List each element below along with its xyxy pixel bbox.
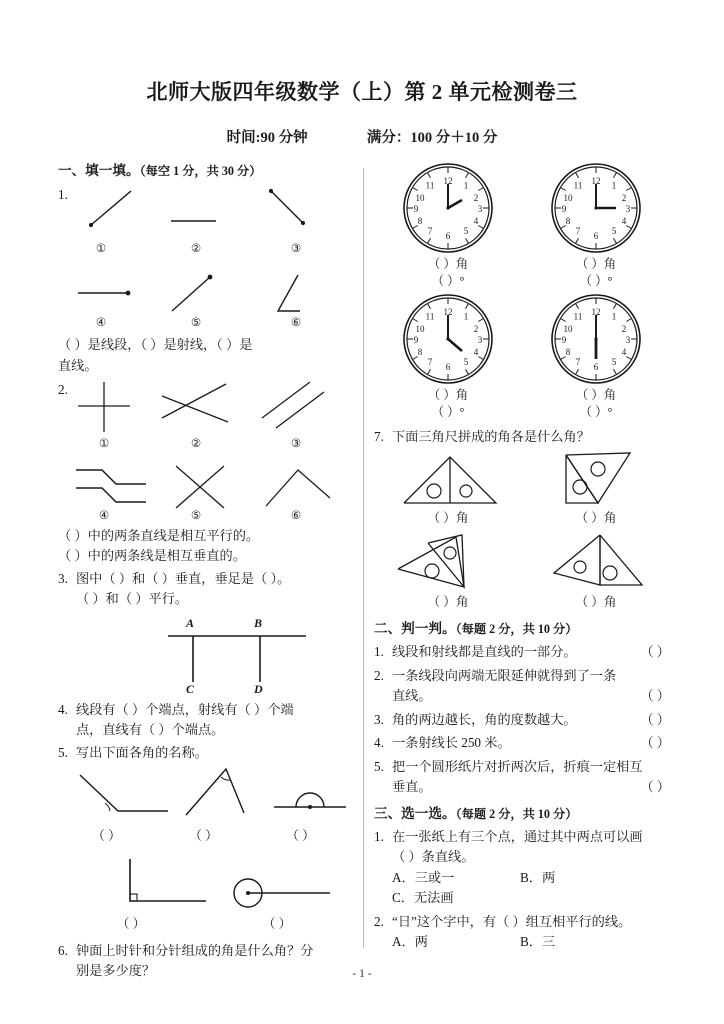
svg-text:9: 9 <box>561 335 567 346</box>
svg-text:6: 6 <box>593 362 599 373</box>
svg-text:1: 1 <box>611 180 617 191</box>
svg-text:2: 2 <box>473 193 479 203</box>
q5-answer-5[interactable]: （ ） <box>262 916 292 931</box>
clock-face-1 <box>400 160 496 256</box>
q5-figures-row-1 <box>58 767 350 827</box>
section-1-heading <box>58 160 350 181</box>
svg-text:4: 4 <box>473 216 479 226</box>
tf-2-text-2: 直线。 <box>392 688 432 704</box>
section-1-note: （每空 1 分，共 30 分） <box>139 164 262 178</box>
clock-face-3 <box>400 291 496 387</box>
right-column <box>374 160 670 952</box>
svg-text:6: 6 <box>593 231 599 241</box>
tf-item-2 <box>374 666 670 686</box>
tf-5-text-2: 垂直。 <box>392 779 432 795</box>
q6-line-2: 别是多少度？ <box>76 963 156 979</box>
tf-5-text: 把一个圆形纸片对折两次后，折痕一定相互 <box>392 758 643 774</box>
question-6 <box>58 941 350 961</box>
tf-2-answer[interactable]: （ ） <box>640 688 670 704</box>
svg-text:8: 8 <box>417 216 423 226</box>
svg-text:5: 5 <box>463 357 469 368</box>
q2-label-3: ③ <box>290 437 302 450</box>
svg-text:9: 9 <box>561 204 567 214</box>
section-3-note: （每题 2 分，共 10 分） <box>455 806 578 821</box>
clock-item-1 <box>374 160 522 289</box>
svg-text:5: 5 <box>611 357 617 368</box>
q3-point-c: C <box>186 681 195 696</box>
q1-blank-line-1[interactable]: （ ）是线段，（ ）是射线，（ ）是 <box>58 337 253 353</box>
section-1-title: 一、填一填。 <box>58 163 140 178</box>
question-5 <box>58 743 350 763</box>
hour-hand <box>448 339 462 351</box>
exam-meta <box>0 126 724 147</box>
clock-4-angle-answer[interactable]: （ ）角 <box>575 388 617 403</box>
q6-line-1: 钟面上时针和分针组成的角是什么角？分 <box>76 942 314 958</box>
tf-4-answer[interactable]: （ ） <box>640 735 670 751</box>
clock-face-4 <box>548 291 644 387</box>
exam-score: 满分：100 分＋10 分 <box>366 130 498 146</box>
svg-text:11: 11 <box>573 180 583 191</box>
left-column <box>58 160 350 982</box>
clock-1-angle-answer[interactable]: （ ）角 <box>427 257 469 271</box>
svg-text:5: 5 <box>611 226 617 236</box>
q5-prompt: 写出下面各角的名称。 <box>76 744 208 760</box>
q3-line-1[interactable]: 图中（ ）和（ ）垂直，垂足是（ ）。 <box>76 570 291 586</box>
svg-text:1: 1 <box>463 180 469 191</box>
clock-4-degree-answer[interactable]: （ ）° <box>579 405 613 420</box>
svg-text:10: 10 <box>415 324 425 335</box>
q1-label-4: ④ <box>95 317 107 330</box>
svg-text:12: 12 <box>591 176 601 186</box>
q2-label-1: ① <box>98 437 110 450</box>
mc-1-option-c[interactable]: C．无法画 <box>392 890 454 906</box>
exam-time: 时间:90 分钟 <box>226 130 308 146</box>
q3-diagram <box>58 610 350 698</box>
svg-text:12: 12 <box>443 307 453 318</box>
svg-text:10: 10 <box>563 193 573 203</box>
mc-2-option-b[interactable]: B．三 <box>520 933 556 949</box>
q7-answer-2[interactable]: （ ）角 <box>575 511 617 526</box>
mc-1-number: 1. <box>374 828 384 844</box>
svg-text:2: 2 <box>621 324 627 335</box>
svg-text:12: 12 <box>591 307 601 318</box>
tf-item-1 <box>374 642 670 662</box>
svg-text:1: 1 <box>611 311 617 322</box>
svg-text:3: 3 <box>477 335 483 346</box>
question-2 <box>58 378 350 567</box>
triangle-pair-2 <box>522 447 670 529</box>
q1-label-1: ① <box>95 243 107 256</box>
svg-text:7: 7 <box>575 357 581 368</box>
q1-label-2: ② <box>190 243 202 256</box>
question-1 <box>58 183 350 376</box>
triangle-pair-4 <box>522 529 670 613</box>
svg-text:1: 1 <box>463 311 469 322</box>
q3-point-a: A <box>186 615 195 630</box>
q5-answer-2[interactable]: （ ） <box>189 829 218 844</box>
q5-answers-row-2 <box>58 915 350 935</box>
svg-text:6: 6 <box>445 231 451 241</box>
q5-number: 5. <box>58 744 68 760</box>
section-2-note: （每题 2 分，共 10 分） <box>455 622 578 637</box>
svg-text:4: 4 <box>621 216 627 226</box>
q2-number: 2. <box>58 381 68 397</box>
q2-label-5: ⑤ <box>190 509 202 522</box>
mc-1-option-b[interactable]: B．两 <box>520 869 556 885</box>
tf-1-answer[interactable]: （ ） <box>640 644 670 660</box>
q7-number: 7. <box>374 428 384 444</box>
tf-5-answer[interactable]: （ ） <box>640 779 670 795</box>
svg-text:2: 2 <box>473 324 479 335</box>
mc-1-options-row-1 <box>374 868 670 888</box>
q2-blank-line-2[interactable]: （ ）中的两条线是相互垂直的。 <box>58 548 246 564</box>
tf-3-text: 角的两边越长，角的度数越大。 <box>392 711 577 727</box>
tf-1-text: 线段和射线都是直线的一部分。 <box>392 644 577 660</box>
svg-text:2: 2 <box>621 193 627 203</box>
q5-figures-row-2 <box>58 853 350 915</box>
q7-answer-1[interactable]: （ ）角 <box>427 511 469 526</box>
q4-line-1[interactable]: 线段有（ ）个端点，射线有（ ）个端 <box>76 701 294 717</box>
mc-2-option-a[interactable]: A．两 <box>392 933 428 949</box>
triangle-pair-3 <box>374 529 522 613</box>
tf-item-4 <box>374 733 670 753</box>
q4-line-2[interactable]: 点，直线有（ ）个端点。 <box>76 722 225 738</box>
clock-2-angle-answer[interactable]: （ ）角 <box>575 257 617 271</box>
svg-text:3: 3 <box>625 335 631 346</box>
clock-item-2 <box>522 160 670 289</box>
mc-2-options-row-1 <box>374 932 670 952</box>
mc-1-options-row-2 <box>374 888 670 908</box>
svg-text:3: 3 <box>625 204 631 214</box>
tf-item-5 <box>374 757 670 777</box>
clock-3-degree-answer[interactable]: （ ）° <box>431 405 465 420</box>
q3-point-b: B <box>254 615 263 630</box>
q1-blank-line-2[interactable]: 直线。 <box>58 357 98 373</box>
svg-text:11: 11 <box>425 311 435 322</box>
q5-answers-row-1 <box>58 827 350 847</box>
clock-face-2 <box>548 160 644 256</box>
question-3 <box>58 569 350 589</box>
q5-answer-1[interactable]: （ ） <box>92 829 121 844</box>
q1-label-3: ③ <box>290 243 302 256</box>
q3-number: 3. <box>58 570 68 586</box>
tf-5-number: 5. <box>374 758 384 774</box>
q2-blank-line-1[interactable]: （ ）中的两条直线是相互平行的。 <box>58 527 260 543</box>
mc-2-number: 2. <box>374 913 384 929</box>
svg-text:7: 7 <box>427 357 433 368</box>
q1-figures <box>58 183 350 335</box>
mc-item-1 <box>374 827 670 847</box>
svg-text:3: 3 <box>477 204 483 214</box>
clock-2-degree-answer[interactable]: （ ）° <box>579 273 613 288</box>
mc-1-text: 在一张纸上有三个点，通过其中两点可以画 <box>392 828 643 844</box>
section-3-title: 三、选一选。 <box>374 805 456 821</box>
question-4 <box>58 700 350 720</box>
section-3-heading <box>374 803 670 824</box>
q1-label-5: ⑤ <box>190 317 202 330</box>
q2-label-2: ② <box>190 437 202 450</box>
tf-4-text: 一条射线长 250 米。 <box>392 735 511 751</box>
hour-hand <box>448 200 462 208</box>
question-7 <box>374 427 670 447</box>
q5-answer-3[interactable]: （ ） <box>286 829 315 844</box>
triangle-ruler-grid <box>374 447 670 612</box>
q3-point-d: D <box>254 681 263 696</box>
q2-label-4: ④ <box>98 509 110 522</box>
q1-number: 1. <box>58 187 68 203</box>
q6-number: 6. <box>58 942 68 958</box>
q7-answer-4[interactable]: （ ）角 <box>575 594 617 609</box>
section-2-title: 二、判一判。 <box>374 621 456 637</box>
mc-item-2 <box>374 912 670 932</box>
clock-1-degree-answer[interactable]: （ ）° <box>431 273 465 288</box>
mc-1-text-2[interactable]: （ ）条直线。 <box>392 849 475 865</box>
svg-text:8: 8 <box>417 347 423 358</box>
svg-text:8: 8 <box>565 216 571 226</box>
q1-label-6: ⑥ <box>290 317 302 330</box>
svg-text:9: 9 <box>413 204 419 214</box>
svg-text:5: 5 <box>463 226 469 236</box>
section-2-heading <box>374 618 670 639</box>
svg-text:12: 12 <box>443 176 453 186</box>
clock-3-angle-answer[interactable]: （ ）角 <box>427 388 469 403</box>
svg-text:11: 11 <box>425 180 435 191</box>
tf-item-2-cont <box>374 686 670 706</box>
tf-3-answer[interactable]: （ ） <box>640 711 670 727</box>
tf-3-number: 3. <box>374 711 384 727</box>
page-title: 北师大版四年级数学（上）第 2 单元检测卷三 <box>146 80 578 104</box>
q4-number: 4. <box>58 701 68 717</box>
q3-line-2[interactable]: （ ）和（ ）平行。 <box>76 591 189 607</box>
mc-1-option-a[interactable]: A．三或一 <box>392 869 455 885</box>
svg-text:10: 10 <box>415 193 425 203</box>
svg-text:8: 8 <box>565 347 571 358</box>
clock-item-3 <box>374 291 522 420</box>
tf-1-number: 1. <box>374 644 384 660</box>
svg-text:4: 4 <box>473 347 479 358</box>
q5-answer-4[interactable]: （ ） <box>116 916 146 931</box>
clock-grid <box>374 160 670 423</box>
column-divider <box>363 168 364 948</box>
svg-text:9: 9 <box>413 335 419 346</box>
tf-4-number: 4. <box>374 735 384 751</box>
mc-2-text[interactable]: “日”这个字中，有（ ）组互相平行的线。 <box>392 913 632 929</box>
clock-item-4 <box>522 291 670 420</box>
tf-item-3 <box>374 710 670 730</box>
tf-item-5-cont <box>374 777 670 797</box>
q7-prompt: 下面三角尺拼成的角各是什么角？ <box>392 428 590 444</box>
svg-text:7: 7 <box>427 226 433 236</box>
triangle-pair-1 <box>374 447 522 529</box>
page-number: - 1 - <box>352 968 372 980</box>
svg-text:6: 6 <box>445 362 451 373</box>
svg-text:11: 11 <box>573 311 583 322</box>
svg-text:10: 10 <box>563 324 573 335</box>
q2-label-6: ⑥ <box>290 509 302 522</box>
tf-2-number: 2. <box>374 667 384 683</box>
svg-text:7: 7 <box>575 226 581 236</box>
tf-2-text: 一条线段向两端无限延伸就得到了一条 <box>392 667 617 683</box>
q7-answer-3[interactable]: （ ）角 <box>427 594 469 609</box>
svg-text:4: 4 <box>621 347 627 358</box>
